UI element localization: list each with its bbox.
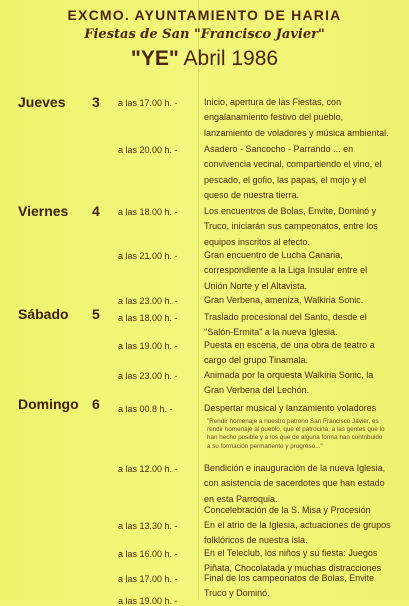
day-number: 3 xyxy=(92,94,100,110)
day-jueves: Jueves xyxy=(18,94,66,110)
event-time: a las 17.00 h. - xyxy=(118,98,178,108)
day-domingo: Domingo xyxy=(18,396,79,412)
event-time: a las 19.00 h. - xyxy=(118,341,178,351)
event-description: Puesta en escena, de una obra de teatro a cargo del grupo Tinamala. xyxy=(204,340,375,366)
event-description: En el Teleclub, los niños y su fiesta: Juegos Piñata, Chocolatada y muchas distracciones xyxy=(204,548,382,574)
event-description: Gran encuentro de Lucha Canaria, correspondiente a la Liga Insular entre el Unión Norte y el Altavista. xyxy=(204,250,368,291)
day-viernes: Viernes xyxy=(18,203,69,219)
poster-title: EXCMO. AYUNTAMIENTO DE HARIA xyxy=(67,7,342,23)
event-description: Final de los campeonatos de Bolas, Envite Truco y Dominó. xyxy=(204,573,375,599)
event-description: Inicio, apertura de las Fiestas, con engalanamiento festivo del pueblo, lanzamiento de voladores y música ambiental. xyxy=(204,97,389,138)
event-time: a las 18.00 h. - xyxy=(118,207,178,217)
poster-date-line xyxy=(0,47,409,71)
event-description: Animada por la orquesta Walkiria Sonic, la Gran Verbena del Lechón. xyxy=(204,370,374,396)
poster-subtitle: Fiestas de San "Francisco Javier" xyxy=(84,27,325,42)
homage-quote: "Rendir homenaje a nuestro patrono San Francisco Javier, es rendir homenaje al pueblo, que el patrocina, a las gentes que lo han hecho posible y a los que de alguna forma han contribuido a su formación permanente y progreso..." xyxy=(207,418,385,450)
event-description: Gran Verbena, ameniza, Walkiria Sonic. xyxy=(204,295,364,305)
event-time: a las 13.30 h. - xyxy=(118,521,178,531)
event-time: a las 12.00 h. - xyxy=(118,464,178,474)
event-time: a las 20.00 h. - xyxy=(118,145,178,155)
event-time: a las 19.00 h. - xyxy=(118,596,178,606)
event-time: a las 00.8 h. - xyxy=(118,404,173,414)
event-description: Asadero - Sancocho - Parrando ... en convivencia vecinal, compartiendo el vino, el pescado, el gofio, las papas, el mojo y el queso de nuestra tierra. xyxy=(204,144,382,200)
event-description: Despertar musical y lanzamiento voladores xyxy=(204,403,377,413)
event-description: Bendición e inauguración de la nueva Iglesia, con asistencia de sacerdotes que han estado en esta Parroquia. xyxy=(204,463,386,504)
day-number: 4 xyxy=(92,203,100,219)
event-description: En el atrio de la Iglesia, actuaciones de grupos folklóricos de nuestra isla. xyxy=(204,520,391,546)
event-time: a las 17.00 h. - xyxy=(118,574,178,584)
event-time: a las 21.00 h. - xyxy=(118,251,178,261)
day-sabado: Sábado xyxy=(18,306,69,322)
event-description: Los encuentros de Bolas, Envite, Dominó y Truco, iniciarán sus campeonatos, entre los equipos inscritos al efecto. xyxy=(204,206,378,247)
poster-date: Abril 1986 xyxy=(183,47,279,70)
event-description: Traslado procesional del Santo, desde el "Salón-Ermita" a la nueva Iglesia. xyxy=(204,312,367,338)
event-description: Concelebración de la S. Misa y Procesión xyxy=(204,505,371,515)
event-time: a las 23.00 h. - xyxy=(118,296,178,306)
ye-label: "YE" xyxy=(130,47,179,70)
day-number: 5 xyxy=(92,306,100,322)
event-time: a las 18.00 h. - xyxy=(118,313,178,323)
event-time: a las 16.00 h. - xyxy=(118,549,178,559)
day-number: 6 xyxy=(92,396,100,412)
event-time: a las 23.00 h. - xyxy=(118,371,178,381)
